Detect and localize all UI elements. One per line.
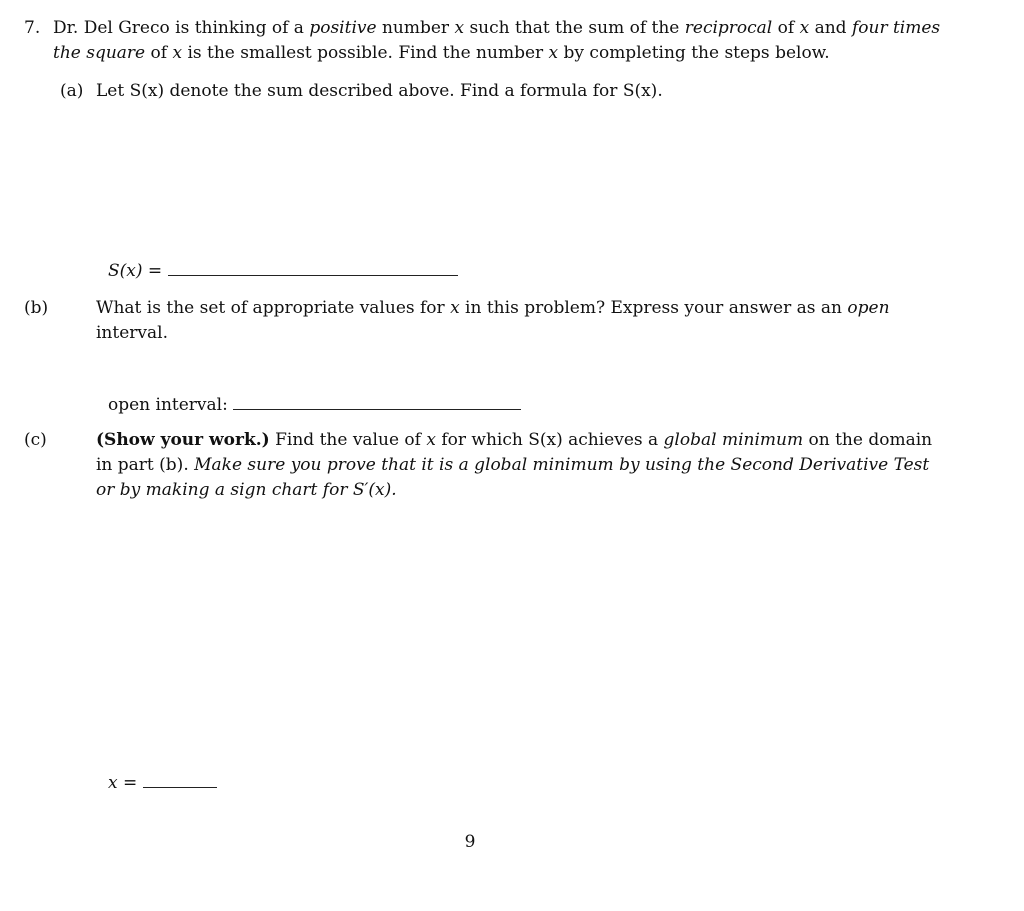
part-a-label: (a) xyxy=(60,81,84,101)
part-a-answer-label: S(x) = xyxy=(108,261,163,281)
part-c-instruction: Make sure you prove that it is a global minimum by using the Second Derivative Test or by making a sign chart for S′(x). xyxy=(96,455,930,500)
part-a-text: Let S(x) denote the sum described above. Find a formula for S(x). xyxy=(96,81,663,101)
part-b-variable: x xyxy=(450,298,460,318)
intro-variable: x xyxy=(172,43,183,63)
intro-variable: x xyxy=(799,18,810,38)
part-c xyxy=(24,428,950,503)
intro-text: number xyxy=(376,18,455,38)
problem-statement xyxy=(53,16,953,66)
part-b-answer-blank[interactable] xyxy=(233,395,521,410)
part-a xyxy=(60,79,950,104)
part-c-label: (c) xyxy=(24,430,47,450)
part-c-answer-blank[interactable] xyxy=(143,773,217,788)
intro-emphasis-four-times-square: four times the square xyxy=(53,18,941,63)
part-c-answer-label: x = xyxy=(108,773,138,793)
part-b-text-1: What is the set of appropriate values for xyxy=(96,298,451,318)
intro-text: is the smallest possible. Find the number xyxy=(182,43,549,63)
part-a-answer-blank[interactable] xyxy=(168,261,458,276)
part-a-answer xyxy=(108,259,458,284)
part-c-variable: x xyxy=(426,430,436,450)
part-c-text-3: on the domain in part (b). xyxy=(96,430,933,475)
part-c-text-1: Find the value of xyxy=(269,430,427,450)
part-b-text-2: in this problem? Express your answer as an xyxy=(459,298,848,318)
intro-text: of xyxy=(145,43,173,63)
part-b-answer xyxy=(108,393,521,418)
intro-text: and xyxy=(809,18,852,38)
part-b-text xyxy=(24,296,950,346)
intro-variable: x xyxy=(548,43,559,63)
part-c-text-2: for which S(x) achieves a xyxy=(435,430,664,450)
part-b-text-3: interval. xyxy=(96,323,168,343)
page-number: 9 xyxy=(464,832,476,852)
intro-text: such that the sum of the xyxy=(464,18,685,38)
intro-text: of xyxy=(772,18,800,38)
part-b-label: (b) xyxy=(24,298,49,318)
part-b-emphasis-open: open xyxy=(847,298,890,318)
part-b-answer-label: open interval: xyxy=(108,395,228,415)
part-c-show-work: (Show your work.) xyxy=(96,430,270,450)
intro-variable: x xyxy=(454,18,465,38)
intro-text: by completing the steps below. xyxy=(558,43,830,63)
problem-number: 7. xyxy=(24,18,41,38)
intro-emphasis-reciprocal: reciprocal xyxy=(684,18,773,38)
part-c-text xyxy=(24,428,950,503)
intro-emphasis-positive: positive xyxy=(309,18,377,38)
intro-text: Dr. Del Greco is thinking of a xyxy=(53,18,310,38)
part-c-answer xyxy=(108,771,217,796)
part-b xyxy=(24,296,950,346)
part-c-emphasis-global-minimum: global minimum xyxy=(663,430,804,450)
